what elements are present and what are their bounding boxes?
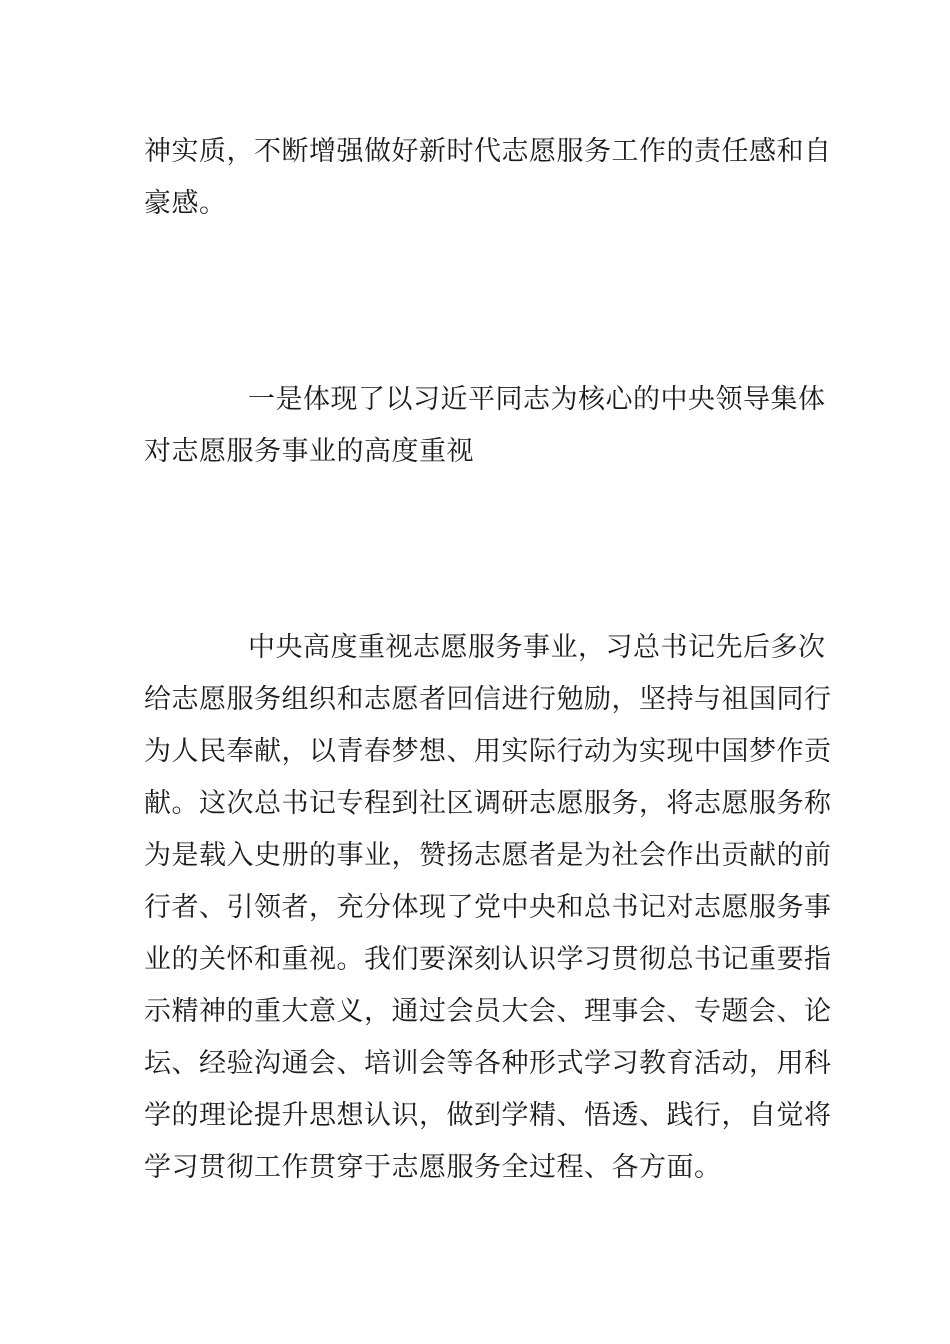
text-line: 学的理论提升思想认识，做到学精、悟透、践行，自觉将 bbox=[144, 1100, 832, 1131]
text-line: 为人民奉献，以青春梦想、用实际行动为实现中国梦作贡 bbox=[144, 736, 832, 767]
text-line: 豪感。 bbox=[144, 188, 227, 219]
text-line: 业的关怀和重视。我们要深刻认识学习贯彻总书记重要指 bbox=[144, 944, 832, 975]
text-line: 学习贯彻工作贯穿于志愿服务全过程、各方面。 bbox=[144, 1152, 722, 1183]
text-line-content: 一是体现了以习近平同志为核心的中央领导集体 bbox=[248, 384, 826, 415]
text-line: 神实质，不断增强做好新时代志愿服务工作的责任感和自 bbox=[144, 136, 832, 167]
text-line-indented bbox=[144, 374, 826, 426]
text-line: 行者、引领者，充分体现了党中央和总书记对志愿服务事 bbox=[144, 892, 832, 923]
text-line-content: 中央高度重视志愿服务事业，习总书记先后多次 bbox=[248, 632, 826, 663]
text-line: 坛、经验沟通会、培训会等各种形式学习教育活动，用科 bbox=[144, 1048, 832, 1079]
paragraph-continuation bbox=[144, 126, 832, 230]
text-line: 为是载入史册的事业，赞扬志愿者是为社会作出贡献的前 bbox=[144, 840, 832, 871]
text-line-indented bbox=[144, 622, 826, 674]
text-line: 给志愿服务组织和志愿者回信进行勉励，坚持与祖国同行 bbox=[144, 684, 832, 715]
text-line: 示精神的重大意义，通过会员大会、理事会、专题会、论 bbox=[144, 996, 832, 1027]
body-paragraph bbox=[144, 622, 832, 1194]
text-line: 对志愿服务事业的高度重视 bbox=[144, 436, 474, 467]
section-heading-paragraph bbox=[144, 374, 826, 478]
text-line: 献。这次总书记专程到社区调研志愿服务，将志愿服务称 bbox=[144, 788, 832, 819]
